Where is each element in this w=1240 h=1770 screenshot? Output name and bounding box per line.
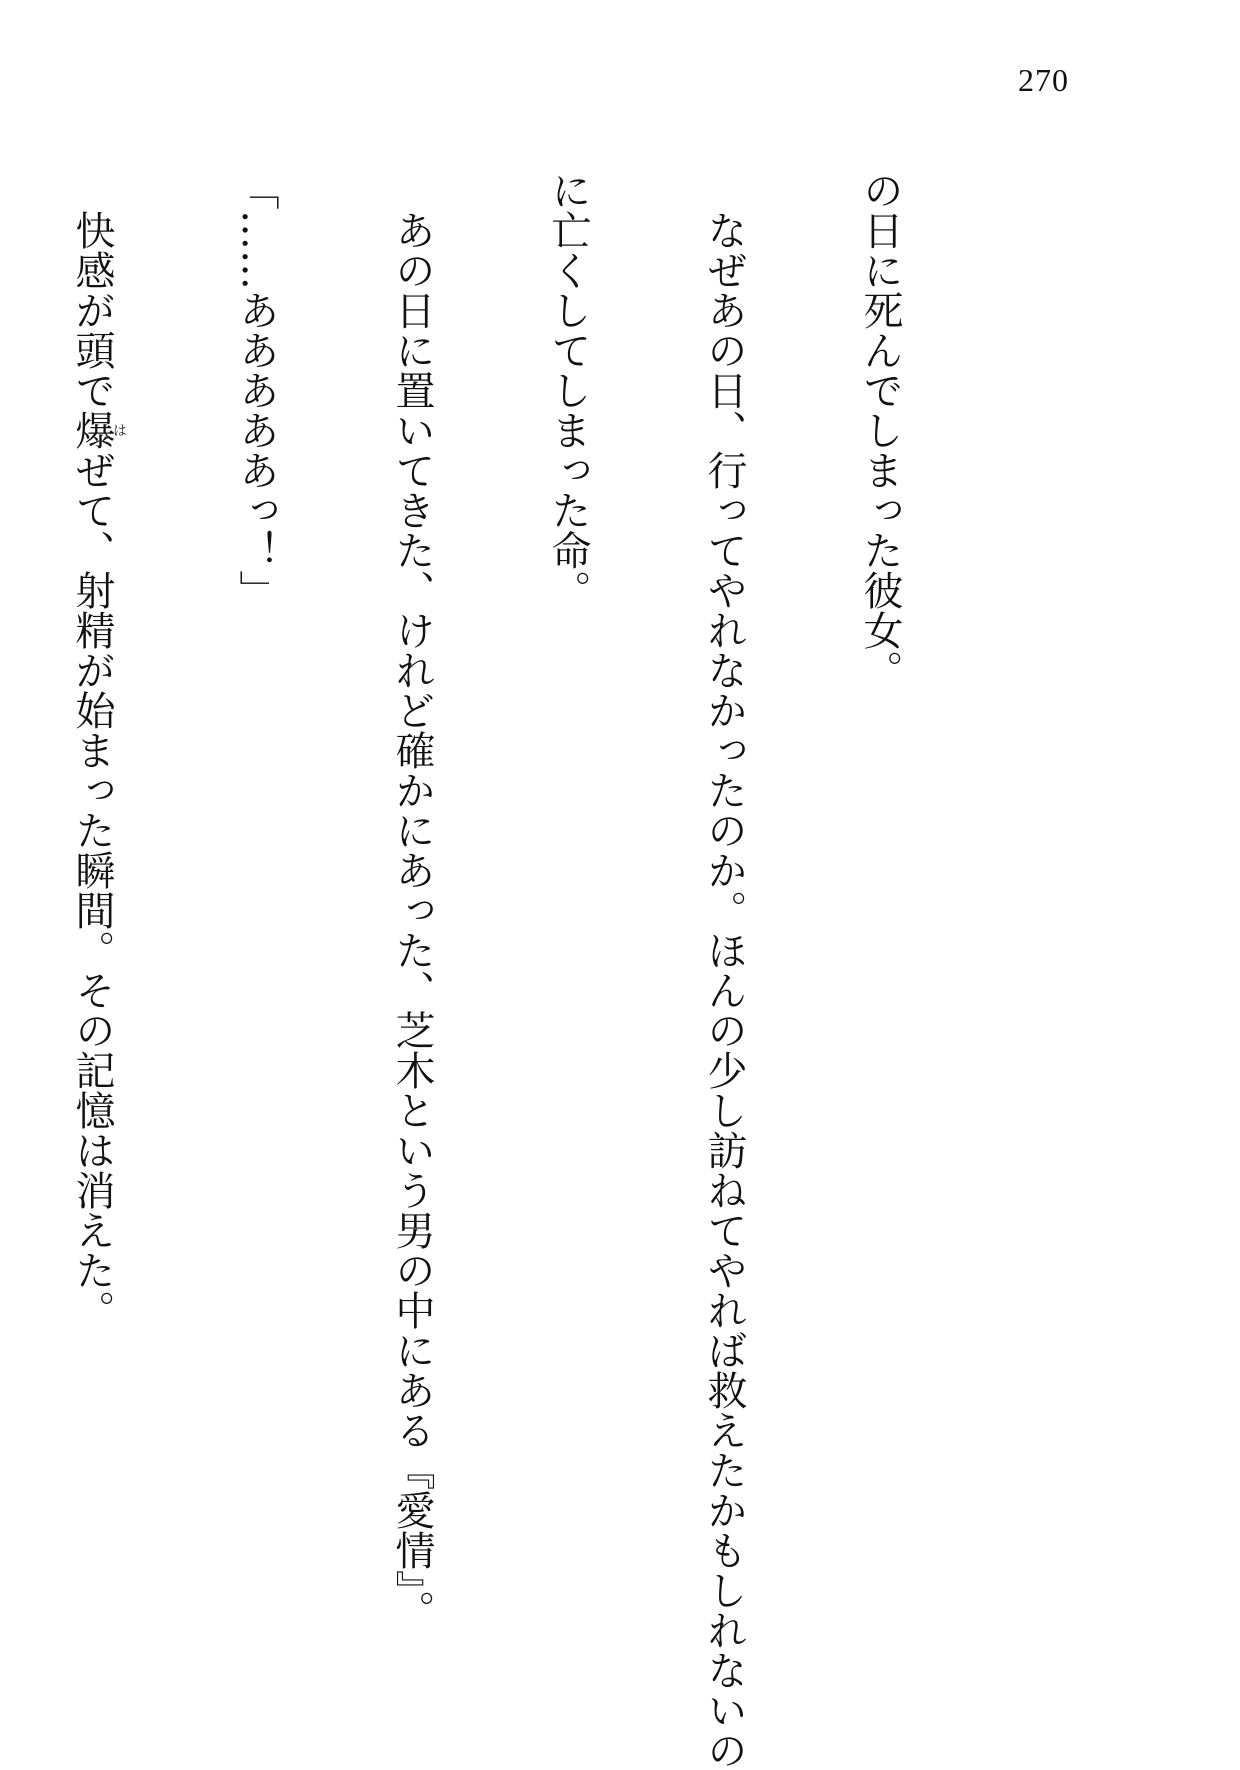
text-line: に亡くしてしまった命。 — [545, 170, 591, 610]
page-number: 270 — [1018, 62, 1069, 98]
text-line: の日に死んでしまった彼女。 — [857, 170, 903, 690]
text-line: 「……あああああっ！」 — [233, 170, 279, 610]
text-line: あの日に置いてきた、けれど確かにあった、芝木という男の中にある『愛情』。 — [389, 170, 435, 1630]
text-line: なぜあの日、行ってやれなかったのか。ほんの少し訪ねてやれば救えたかもしれないの — [701, 170, 747, 1770]
body-text — [0, 170, 1010, 1770]
ruby-annotation: 爆は — [69, 410, 127, 450]
text-line: 快感が頭で爆はぜて、射精が始まった瞬間。その記憶は消えた。 — [69, 170, 127, 1330]
ruby-reading: は — [111, 410, 127, 450]
